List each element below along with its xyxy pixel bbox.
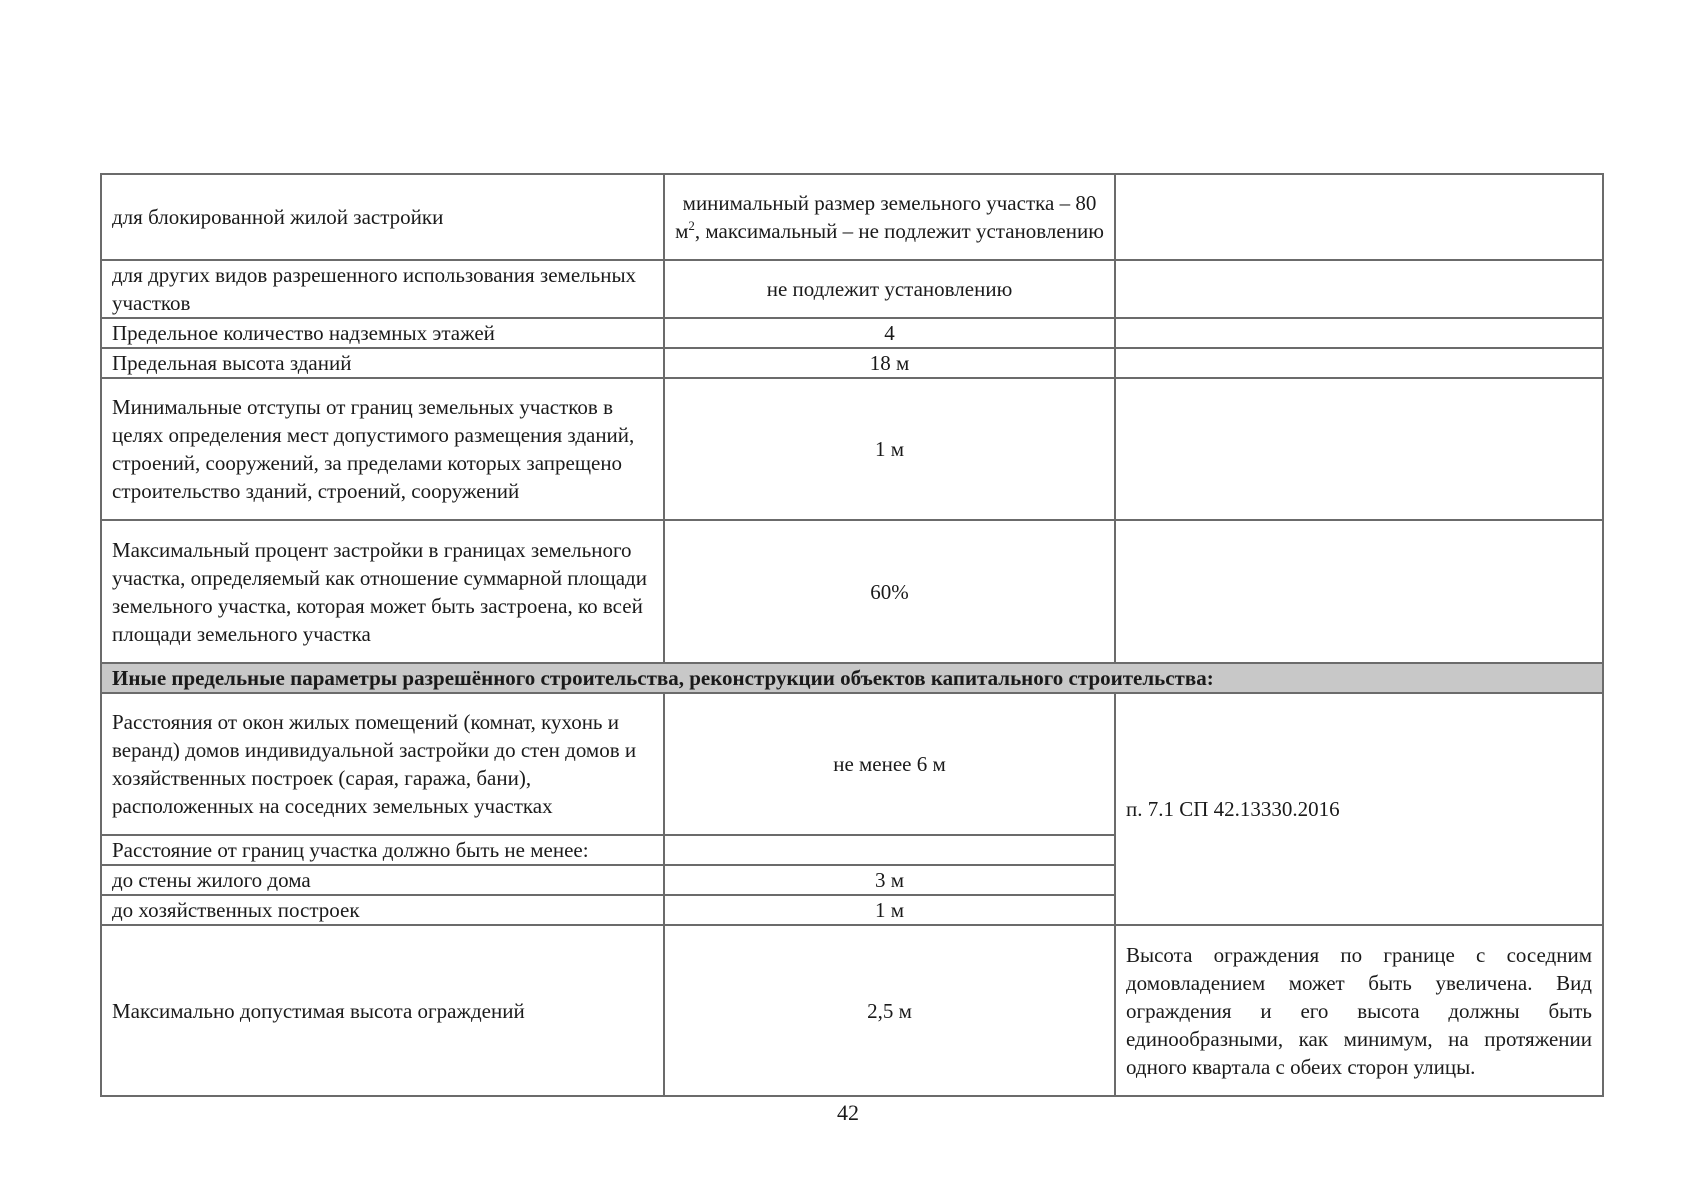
table-row [101, 693, 1603, 835]
value-cell: 18 м [664, 348, 1115, 378]
value-text: , максимальный – не подлежит установлению [694, 219, 1104, 243]
value-cell [664, 835, 1115, 865]
parameters-table [100, 173, 1604, 1097]
param-cell: Предельное количество надземных этажей [101, 318, 664, 348]
table-row [101, 260, 1603, 318]
value-cell: 3 м [664, 865, 1115, 895]
value-superscript: 2 [688, 218, 695, 233]
note-cell: Высота ограждения по границе с соседним домовладением может быть увеличена. Вид ограждения и его высота должны быть единообразными, как минимум, на протяжении одного квартала с обеих сторон улицы. [1115, 925, 1603, 1096]
table-row [101, 174, 1603, 260]
param-cell: Предельная высота зданий [101, 348, 664, 378]
param-cell: Минимальные отступы от границ земельных участков в целях определения мест допустимого размещения зданий, строений, сооружений, за пределами которых запрещено строительство зданий, строений, сооружений [101, 378, 664, 520]
table-row [101, 378, 1603, 520]
param-cell: Максимально допустимая высота ограждений [101, 925, 664, 1096]
value-cell: 1 м [664, 378, 1115, 520]
note-cell [1115, 174, 1603, 260]
note-cell [1115, 348, 1603, 378]
param-cell: Расстояния от окон жилых помещений (комнат, кухонь и веранд) домов индивидуальной застройки до стен домов и хозяйственных построек (сарая, гаража, бани), расположенных на соседних земельных участках [101, 693, 664, 835]
note-cell [1115, 378, 1603, 520]
param-cell: Максимальный процент застройки в границах земельного участка, определяемый как отношение суммарной площади земельного участка, которая может быть застроена, ко всей площади земельного участка [101, 520, 664, 663]
value-cell: не менее 6 м [664, 693, 1115, 835]
param-cell: до стены жилого дома [101, 865, 664, 895]
param-cell: Расстояние от границ участка должно быть не менее: [101, 835, 664, 865]
section-heading: Иные предельные параметры разрешённого строительства, реконструкции объектов капитального строительства: [101, 663, 1603, 693]
param-cell: для блокированной жилой застройки [101, 174, 664, 260]
value-text: минимальный размер земельного участка – 80 м [675, 191, 1097, 243]
note-cell [1115, 260, 1603, 318]
table-row [101, 520, 1603, 663]
page-number: 42 [837, 1100, 859, 1125]
value-cell: 1 м [664, 895, 1115, 925]
value-cell: не подлежит установлению [664, 260, 1115, 318]
note-cell: п. 7.1 СП 42.13330.2016 [1115, 693, 1603, 925]
note-cell [1115, 318, 1603, 348]
value-cell: 4 [664, 318, 1115, 348]
value-cell: 60% [664, 520, 1115, 663]
value-cell: 2,5 м [664, 925, 1115, 1096]
value-cell [664, 174, 1115, 260]
table-row [101, 318, 1603, 348]
table-row [101, 925, 1603, 1096]
note-cell [1115, 520, 1603, 663]
param-cell: для других видов разрешенного использования земельных участков [101, 260, 664, 318]
param-cell: до хозяйственных построек [101, 895, 664, 925]
section-header-row [101, 663, 1603, 693]
table-row [101, 348, 1603, 378]
